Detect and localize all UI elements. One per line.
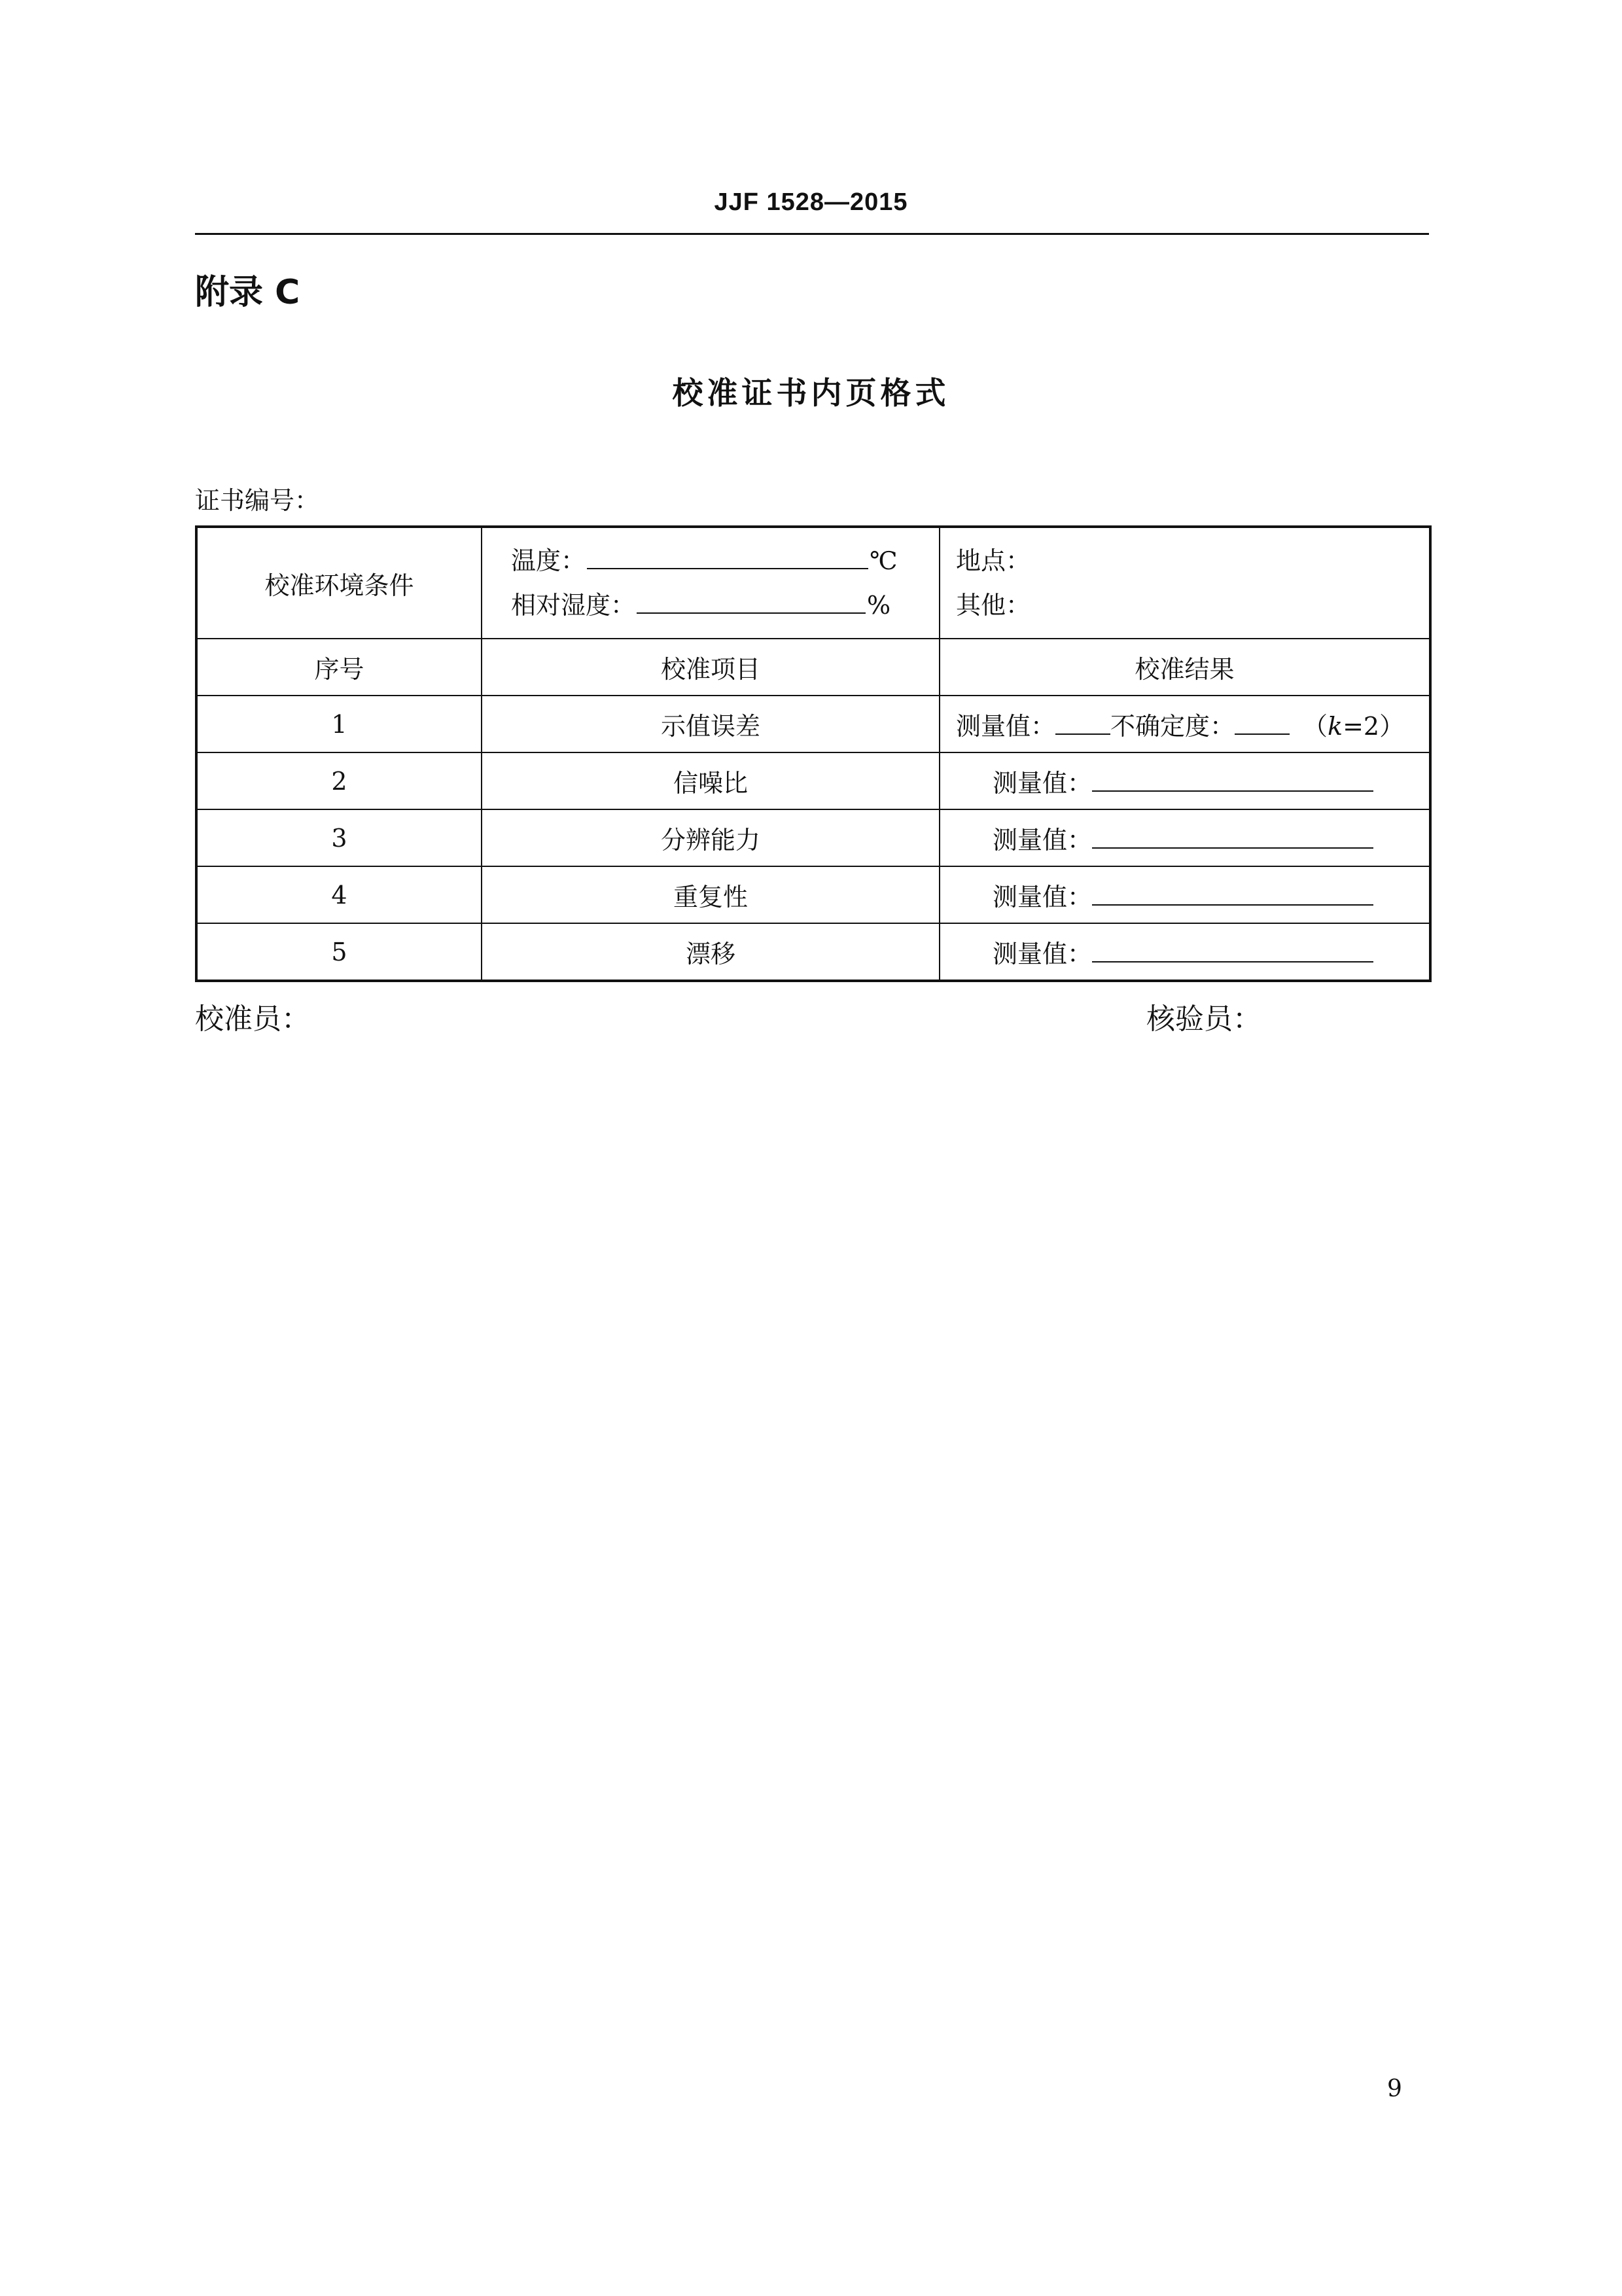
uncertainty-label: 不确定度：: [1110, 712, 1235, 741]
uncertainty-blank: [1235, 713, 1290, 735]
calibration-results-table: [195, 525, 1432, 982]
verifier-label: 核验员：: [1146, 1002, 1261, 1036]
table-row: [196, 696, 1430, 752]
row-result: [940, 866, 1430, 923]
table-row: [196, 752, 1430, 809]
row-number: 1: [196, 696, 482, 752]
column-header-item: 校准项目: [482, 639, 940, 696]
measured-value-label: 测量值：: [993, 769, 1093, 798]
calibrator-label: 校准员：: [195, 1002, 310, 1036]
row-number: 2: [196, 752, 482, 809]
row-number: 3: [196, 809, 482, 866]
row-item: 分辨能力: [482, 809, 940, 866]
coverage-factor-open: （: [1303, 712, 1328, 741]
row-item: 漂移: [482, 923, 940, 981]
environment-row: [196, 527, 1430, 639]
humidity-blank: [637, 593, 866, 614]
measured-value-blank: [1092, 826, 1373, 849]
environment-values-cell: [482, 527, 940, 639]
humidity-line: [482, 583, 939, 627]
certificate-number-label: 证书编号：: [195, 486, 320, 515]
humidity-label: 相对湿度：: [511, 591, 636, 620]
row-number: 5: [196, 923, 482, 981]
page-title: 校准证书内页格式: [672, 376, 950, 412]
table-row: [196, 923, 1430, 981]
humidity-unit: %: [867, 591, 891, 620]
row-result: [940, 809, 1430, 866]
column-header-result: 校准结果: [940, 639, 1430, 696]
temperature-unit: ℃: [870, 546, 898, 575]
page-number: 9: [1387, 2075, 1402, 2102]
appendix-label: 附录 C: [195, 273, 300, 312]
measured-value-blank: [1092, 940, 1373, 963]
other-line: [940, 583, 1429, 627]
coverage-factor-variable: k: [1328, 712, 1343, 741]
measured-value-label: 测量值：: [993, 826, 1093, 855]
row-number: 4: [196, 866, 482, 923]
temperature-label: 温度：: [511, 546, 586, 575]
row-result: [940, 752, 1430, 809]
measured-value-label: 测量值：: [956, 712, 1056, 741]
row-result: [940, 696, 1430, 752]
location-line: [940, 539, 1429, 583]
column-header-no: 序号: [196, 639, 482, 696]
row-item: 信噪比: [482, 752, 940, 809]
other-label: 其他：: [956, 591, 1031, 620]
measured-value-blank: [1092, 883, 1373, 906]
environment-other-cell: [940, 527, 1430, 639]
standard-code: JJF 1528—2015: [714, 188, 908, 216]
measured-value-blank: [1092, 769, 1373, 792]
temperature-line: [482, 539, 939, 583]
temperature-blank: [587, 548, 868, 569]
location-label: 地点：: [956, 546, 1031, 575]
header-rule: [195, 233, 1429, 235]
table-header-row: [196, 639, 1430, 696]
table-row: [196, 809, 1430, 866]
environment-label: 校准环境条件: [196, 527, 482, 639]
row-item: 示值误差: [482, 696, 940, 752]
measured-value-blank: [1055, 713, 1110, 735]
row-result: [940, 923, 1430, 981]
measured-value-label: 测量值：: [993, 883, 1093, 911]
measured-value-label: 测量值：: [993, 940, 1093, 968]
coverage-factor-rest: =2）: [1343, 712, 1405, 741]
table-row: [196, 866, 1430, 923]
row-item: 重复性: [482, 866, 940, 923]
